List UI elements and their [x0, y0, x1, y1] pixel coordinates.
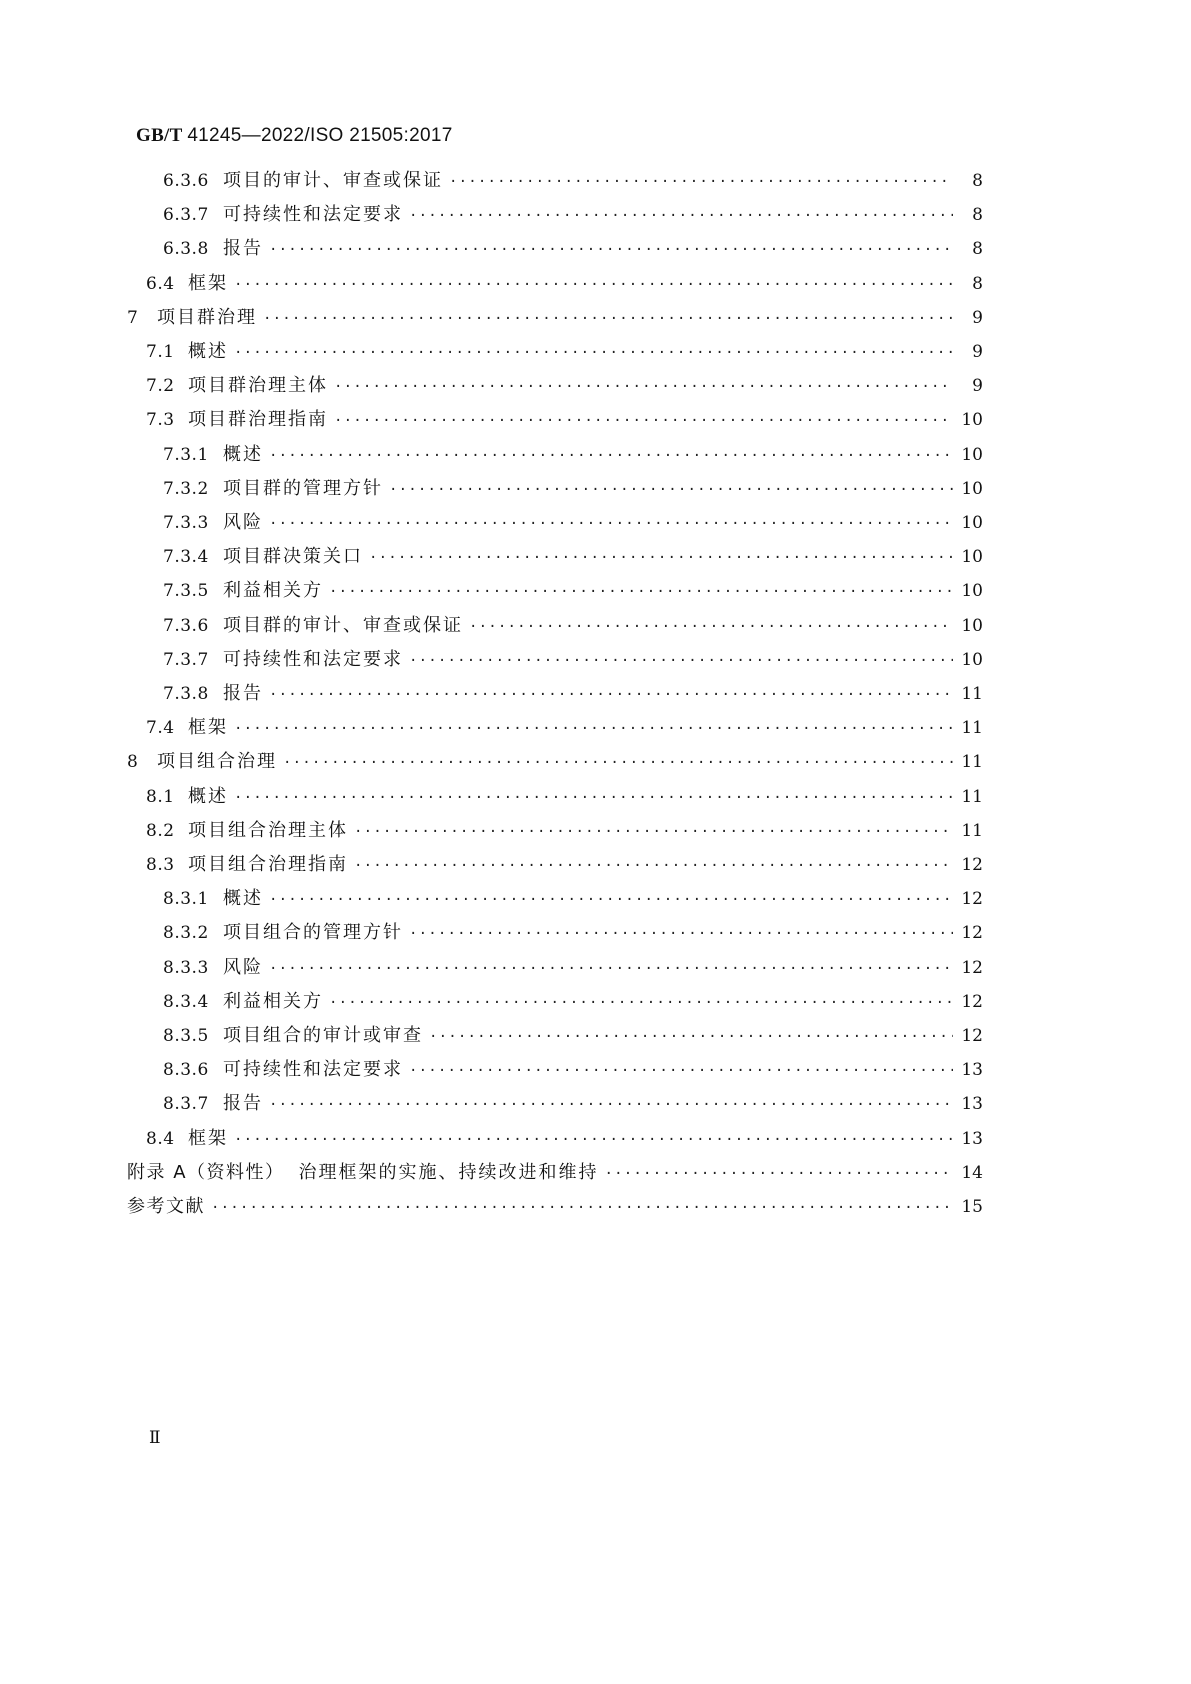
toc-entry-page: 12: [961, 992, 983, 1012]
toc-entry-number: 8.3.5: [163, 1026, 209, 1046]
toc-entry-label: [163, 886, 263, 912]
toc-entry-label: [163, 647, 403, 673]
toc-leader-dots: [389, 477, 953, 503]
toc-leader-dots: [329, 990, 953, 1016]
toc-leader-dots: [211, 1195, 953, 1221]
toc-entry[interactable]: [163, 955, 983, 981]
toc-entry-number: 7.3.2: [163, 479, 209, 499]
toc-entry-number: 8.3: [146, 855, 175, 875]
toc-entry-label: [163, 1091, 263, 1117]
toc-entry-page: 10: [961, 650, 983, 670]
toc-entry-title: 项目组合的管理方针: [223, 922, 403, 943]
toc-entry-title: 报告: [223, 683, 263, 704]
toc-entry-number: 7.4: [146, 718, 175, 738]
toc-entry[interactable]: [163, 681, 983, 707]
toc-entry-title: 风险: [223, 957, 263, 978]
toc-entry-label: [163, 202, 403, 228]
toc-leader-dots: [409, 1058, 953, 1084]
toc-entry-number: 7.3.3: [163, 513, 209, 533]
toc-entry-number: 6.4: [146, 274, 175, 294]
toc-entry-label: [163, 613, 463, 639]
toc-entry-label: [163, 442, 263, 468]
toc-leader-dots: [269, 956, 953, 982]
toc-entry-page: 14: [961, 1163, 983, 1183]
toc-entry-number: 8.2: [146, 821, 175, 841]
toc-leader-dots: [329, 579, 953, 605]
standard-number: 41245—2022/ISO 21505:2017: [187, 125, 453, 146]
toc-entry[interactable]: [163, 236, 983, 262]
toc-entry-label: [163, 168, 443, 194]
toc-entry[interactable]: [146, 339, 983, 365]
toc-leader-dots: [269, 887, 953, 913]
toc-entry-number: 参考文献: [127, 1196, 205, 1217]
toc-entry-title: 项目的审计、审查或保证: [223, 170, 443, 191]
toc-leader-dots: [269, 682, 953, 708]
toc-entry-number: 8.1: [146, 787, 175, 807]
toc-leader-dots: [449, 169, 953, 195]
toc-entry-number: 6.3.6: [163, 171, 209, 191]
toc-entry-title: 概述: [223, 444, 263, 465]
toc-leader-dots: [269, 511, 953, 537]
toc-entry-page: 12: [961, 923, 983, 943]
toc-entry-title: 框架: [188, 1128, 228, 1149]
toc-leader-dots: [283, 750, 953, 776]
toc-entry-page: 13: [961, 1129, 983, 1149]
toc-entry-number: 7.3.1: [163, 445, 209, 465]
toc-entry-title: 项目组合治理: [157, 751, 277, 772]
toc-entry[interactable]: [163, 442, 983, 468]
toc-entry-label: [146, 1126, 228, 1152]
toc-entry[interactable]: [163, 578, 983, 604]
toc-entry-title: 项目组合的审计或审查: [223, 1025, 423, 1046]
toc-entry[interactable]: [146, 1126, 983, 1152]
toc-entry-label: [163, 544, 363, 570]
toc-entry-label: [146, 784, 228, 810]
toc-entry-title: 利益相关方: [223, 580, 323, 601]
toc-entry-page: 15: [961, 1197, 983, 1217]
toc-entry[interactable]: [127, 1194, 983, 1220]
toc-leader-dots: [354, 819, 953, 845]
toc-entry-label: [163, 989, 323, 1015]
toc-leader-dots: [469, 614, 953, 640]
toc-entry-page: 9: [972, 376, 983, 396]
toc-entry-title: 利益相关方: [223, 991, 323, 1012]
toc-entry[interactable]: [146, 271, 983, 297]
toc-entry-page: 10: [961, 410, 983, 430]
toc-entry-label: [163, 955, 263, 981]
toc-entry[interactable]: [163, 476, 983, 502]
toc-entry-page: 10: [961, 616, 983, 636]
toc-entry-title: 报告: [223, 1093, 263, 1114]
toc-entry-label: [146, 715, 228, 741]
toc-leader-dots: [234, 716, 953, 742]
toc-entry-title: 框架: [188, 717, 228, 738]
toc-entry[interactable]: [163, 989, 983, 1015]
toc-entry[interactable]: [163, 202, 983, 228]
toc-leader-dots: [429, 1024, 953, 1050]
toc-entry-label: [163, 1023, 423, 1049]
toc-entry-number: 7.3.4: [163, 547, 209, 567]
toc-entry-number: 7.3.7: [163, 650, 209, 670]
toc-entry-title: 项目组合治理主体: [188, 820, 348, 841]
toc-entry-page: 12: [961, 1026, 983, 1046]
toc-entry-title: 概述: [188, 786, 228, 807]
toc-entry-page: 8: [972, 171, 983, 191]
toc-entry[interactable]: [163, 510, 983, 536]
toc-entry-title: 项目群治理主体: [188, 375, 328, 396]
toc-entry-number: 7: [127, 308, 139, 328]
toc-entry-title: 框架: [188, 273, 228, 294]
toc-entry-title: 项目群治理: [157, 307, 257, 328]
toc-entry-label: [163, 681, 263, 707]
toc-entry-title: 可持续性和法定要求: [223, 649, 403, 670]
toc-entry-label: [163, 236, 263, 262]
toc-entry-number: 8.3.4: [163, 992, 209, 1012]
toc-entry[interactable]: [146, 715, 983, 741]
toc-leader-dots: [605, 1161, 953, 1187]
toc-entry-label: [146, 373, 328, 399]
toc-entry-title: 项目群决策关口: [223, 546, 363, 567]
toc-leader-dots: [409, 648, 953, 674]
toc-entry-title: 可持续性和法定要求: [223, 204, 403, 225]
toc-entry-page: 8: [972, 205, 983, 225]
toc-entry[interactable]: [163, 544, 983, 570]
toc-entry[interactable]: [146, 784, 983, 810]
toc-entry-title: 项目群的审计、审查或保证: [223, 615, 463, 636]
toc-entry-page: 13: [961, 1060, 983, 1080]
toc-entry-page: 9: [972, 308, 983, 328]
toc-entry-number: 7.3: [146, 410, 175, 430]
toc-entry-page: 10: [961, 479, 983, 499]
toc-entry[interactable]: [146, 407, 983, 433]
toc-entry[interactable]: [163, 920, 983, 946]
toc-entry-number: 7.3.6: [163, 616, 209, 636]
toc-entry-title: 风险: [223, 512, 263, 533]
toc-entry-page: 11: [961, 787, 983, 807]
toc-entry-number: 6.3.7: [163, 205, 209, 225]
toc-leader-dots: [269, 237, 953, 263]
toc-entry-page: 10: [961, 445, 983, 465]
toc-entry-page: 11: [961, 718, 983, 738]
toc-entry[interactable]: [127, 305, 983, 331]
toc-entry-label: [163, 510, 263, 536]
toc-entry-page: 11: [961, 821, 983, 841]
toc-entry[interactable]: [163, 1091, 983, 1117]
toc-leader-dots: [263, 306, 953, 332]
toc-entry-title: 治理框架的实施、持续改进和维持: [298, 1162, 599, 1183]
toc-entry[interactable]: [163, 1057, 983, 1083]
toc-entry-label: [146, 339, 228, 365]
toc-entry-page: 8: [972, 274, 983, 294]
toc-entry-label: [146, 407, 328, 433]
toc-entry-number: 8.3.6: [163, 1060, 209, 1080]
toc-leader-dots: [354, 853, 953, 879]
toc-entry-label: [146, 852, 348, 878]
toc-entry[interactable]: [127, 1160, 983, 1186]
toc-leader-dots: [369, 545, 953, 571]
toc-entry-page: 11: [961, 684, 983, 704]
toc-leader-dots: [234, 340, 953, 366]
toc-entry-number: 8.3.3: [163, 958, 209, 978]
toc-entry-number: 8.4: [146, 1129, 175, 1149]
toc-entry[interactable]: [163, 1023, 983, 1049]
toc-leader-dots: [334, 374, 953, 400]
toc-entry-label: [163, 578, 323, 604]
toc-entry-title: 项目群的管理方针: [223, 478, 383, 499]
toc-entry-page: 10: [961, 581, 983, 601]
toc-leader-dots: [409, 921, 953, 947]
toc-entry[interactable]: [163, 647, 983, 673]
toc-entry-number: 7.3.8: [163, 684, 209, 704]
toc-entry-number: 7.3.5: [163, 581, 209, 601]
toc-entry-title: 项目组合治理指南: [188, 854, 348, 875]
toc-entry-label: [146, 271, 228, 297]
toc-entry-page: 13: [961, 1094, 983, 1114]
toc-entry-title: 概述: [188, 341, 228, 362]
toc-entry-number: 6.3.8: [163, 239, 209, 259]
toc-leader-dots: [234, 272, 953, 298]
toc-leader-dots: [269, 1092, 953, 1118]
toc-entry-page: 10: [961, 513, 983, 533]
toc-entry-number: 7.2: [146, 376, 175, 396]
toc-entry-page: 12: [961, 958, 983, 978]
standard-prefix: GB/T: [136, 125, 188, 146]
toc-leader-dots: [334, 408, 953, 434]
toc-entry[interactable]: [163, 168, 983, 194]
toc-entry[interactable]: [127, 749, 983, 775]
page-number: Ⅱ: [149, 1428, 161, 1447]
toc-leader-dots: [409, 203, 953, 229]
toc-entry-page: 12: [961, 855, 983, 875]
toc-entry-title: 报告: [223, 238, 263, 259]
toc-entry[interactable]: [163, 613, 983, 639]
toc-entry-number: 附录 A（资料性）: [127, 1162, 285, 1183]
toc-entry-label: [163, 476, 383, 502]
toc-entry-page: 9: [972, 342, 983, 362]
toc-entry[interactable]: [146, 373, 983, 399]
toc-entry-number: 8.3.2: [163, 923, 209, 943]
toc-leader-dots: [234, 1127, 953, 1153]
toc-entry-title: 可持续性和法定要求: [223, 1059, 403, 1080]
toc-entry-number: 8.3.7: [163, 1094, 209, 1114]
toc-entry[interactable]: [146, 852, 983, 878]
toc-entry-label: [146, 818, 348, 844]
toc-entry-title: 项目群治理指南: [188, 409, 328, 430]
toc-entry[interactable]: [146, 818, 983, 844]
toc-entry-number: 7.1: [146, 342, 175, 362]
toc-entry-label: [127, 305, 257, 331]
toc-entry-label: [127, 1160, 599, 1186]
toc-entry-number: 8.3.1: [163, 889, 209, 909]
toc-entry-page: 11: [961, 752, 983, 772]
toc-entry-page: 8: [972, 239, 983, 259]
toc-leader-dots: [269, 443, 953, 469]
toc-entry-label: [127, 749, 277, 775]
toc-entry-page: 10: [961, 547, 983, 567]
toc-entry-label: [127, 1194, 205, 1220]
toc-entry-title: 概述: [223, 888, 263, 909]
toc-entry-label: [163, 1057, 403, 1083]
toc-leader-dots: [234, 785, 953, 811]
toc-entry-page: 12: [961, 889, 983, 909]
toc-entry[interactable]: [163, 886, 983, 912]
toc-entry-number: 8: [127, 752, 139, 772]
toc-entry-label: [163, 920, 403, 946]
